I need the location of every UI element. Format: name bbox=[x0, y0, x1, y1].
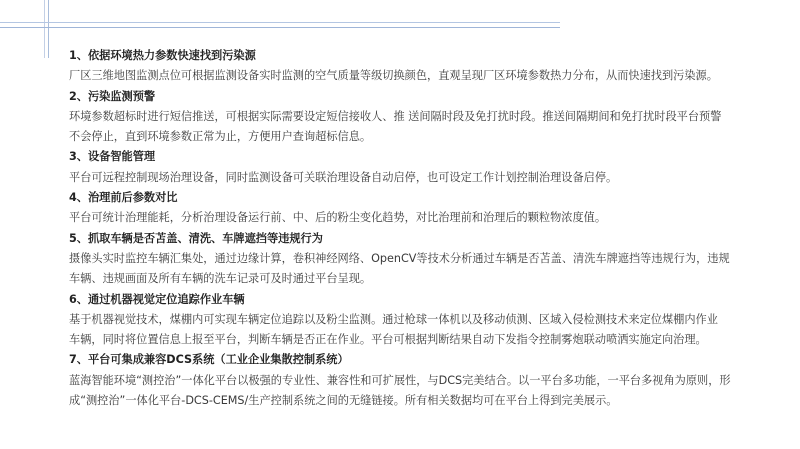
section-body bbox=[69, 107, 781, 148]
section-heading: 2、污染监测预警 bbox=[69, 89, 156, 103]
section-before-after-comparison bbox=[69, 188, 781, 229]
body-line: 厂区三维地图监测点位可根据监测设备实时监测的空气质量等级切换颜色，直观呈现厂区环境参数热力分布，从而快速找到污染源。 bbox=[69, 69, 718, 83]
section-heading: 4、治理前后参数对比 bbox=[69, 191, 178, 205]
body-line: 平台可远程控制现场治理设备，同时监测设备可关联治理设备自动启停，也可设定工作计划控制治理设备启停。 bbox=[69, 170, 618, 184]
decorative-vertical-line-1 bbox=[44, 0, 45, 58]
section-heading: 5、抓取车辆是否苫盖、清洗、车牌遮挡等违规行为 bbox=[69, 231, 323, 245]
body-line: 不会停止，直到环境参数正常为止，方便用户查询超标信息。 bbox=[69, 130, 372, 144]
section-heading: 3、设备智能管理 bbox=[69, 150, 156, 164]
section-pollution-warning bbox=[69, 87, 781, 148]
section-body bbox=[69, 168, 781, 188]
section-body bbox=[69, 208, 781, 228]
body-line: 基于机器视觉技术，煤棚内可实现车辆定位追踪以及粉尘监测。通过枪球一体机以及移动侦测、区域入侵检测技术来定位煤棚内作业 bbox=[69, 312, 718, 326]
body-line: 环境参数超标时进行短信推送，可根据实际需要设定短信接收人、推 送间隔时段及免打扰时段。推送间隔期间和免打扰时段平台预警 bbox=[69, 109, 722, 123]
section-vehicle-violations bbox=[69, 229, 781, 290]
section-body bbox=[69, 371, 781, 412]
section-heading: 6、通过机器视觉定位追踪作业车辆 bbox=[69, 292, 245, 306]
section-heading: 7、平台可集成兼容DCS系统（工业企业集散控制系统） bbox=[69, 353, 349, 367]
body-line: 车辆、违规画面及所有车辆的洗车记录可及时通过平台呈现。 bbox=[69, 272, 372, 286]
section-heading: 1、依据环境热力参数快速找到污染源 bbox=[69, 49, 256, 62]
body-line: 车辆，同时将位置信息上报至平台，判断车辆是否正在作业。平台可根据判断结果自动下发指令控制雾炮联动喷洒实施定向治理。 bbox=[69, 333, 707, 347]
body-line: 蓝海智能环境“测控治”一体化平台以极强的专业性、兼容性和可扩展性，与DCS完美结合。以一平台多功能，一平台多视角为原则，形 bbox=[69, 373, 731, 387]
section-vehicle-tracking bbox=[69, 290, 781, 351]
body-line: 成“测控治”一体化平台-DCS-CEMS/生产控制系统之间的无缝链接。所有相关数据均可在平台上得到完美展示。 bbox=[69, 394, 618, 408]
body-line: 摄像头实时监控车辆汇集处，通过边缘计算，卷积神经网络、OpenCV等技术分析通过车辆是否苫盖、清洗车牌遮挡等违规行为，违规 bbox=[69, 251, 730, 265]
section-body bbox=[69, 249, 781, 290]
decorative-vertical-line-2 bbox=[48, 0, 49, 58]
section-device-management bbox=[69, 147, 781, 188]
decorative-horizontal-line-2 bbox=[0, 27, 560, 28]
section-body bbox=[69, 310, 781, 351]
body-line: 平台可统计治理能耗，分析治理设备运行前、中、后的粉尘变化趋势，对比治理前和治理后的颗粒物浓度值。 bbox=[69, 211, 607, 225]
section-dcs-integration bbox=[69, 350, 781, 411]
section-body bbox=[69, 66, 781, 86]
section-heat-source bbox=[69, 46, 781, 87]
feature-list bbox=[69, 46, 781, 411]
decorative-horizontal-line-1 bbox=[0, 22, 560, 23]
